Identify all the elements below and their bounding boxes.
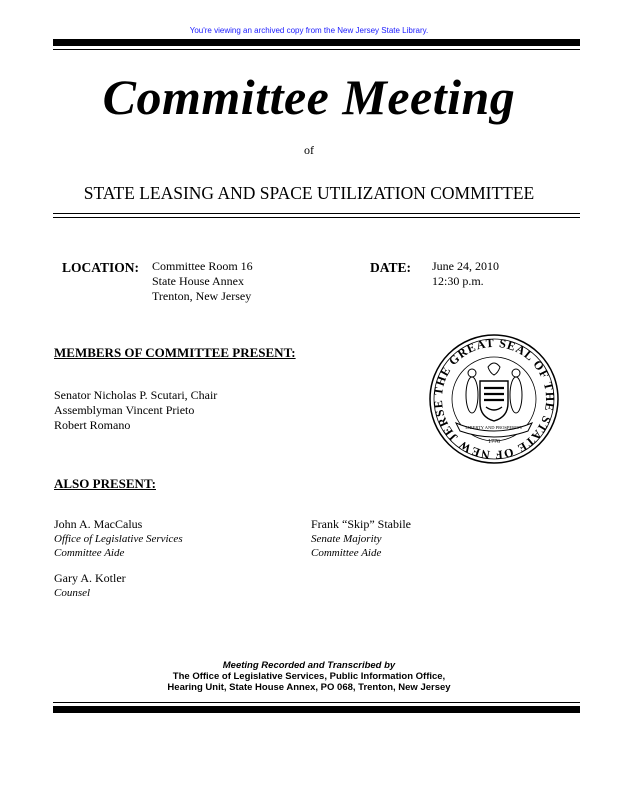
seal-text: THE GREAT SEAL OF THE STATE OF NEW JERSE [430, 335, 558, 463]
top-rule-thin [53, 49, 580, 50]
person-title: Committee Aide [311, 547, 382, 559]
date-value [432, 259, 499, 289]
also-present-person [311, 517, 411, 560]
members-list [54, 388, 217, 433]
person-title: Senate Majority [311, 533, 382, 545]
location-value [152, 259, 253, 304]
member-name: Assemblyman Vincent Prieto [54, 403, 195, 417]
person-title: Counsel [54, 587, 91, 599]
person-title: Committee Aide [54, 547, 125, 559]
date-line: June 24, 2010 [432, 259, 499, 273]
seal-motto: LIBERTY AND PROSPERITY [465, 425, 523, 430]
title-of: of [304, 143, 314, 157]
footer-line: Meeting Recorded and Transcribed by [222, 660, 396, 671]
person-name: John A. MacCalus [54, 517, 143, 531]
committee-rule-2 [53, 217, 580, 218]
page-title: Committee Meeting [102, 69, 516, 125]
location-line: Trenton, New Jersey [152, 289, 252, 303]
committee-name: STATE LEASING AND SPACE UTILIZATION COMMITTEE [83, 183, 535, 203]
committee-rule-1 [53, 213, 580, 214]
footer-line: The Office of Legislative Services, Public Information Office, [172, 671, 446, 682]
seal-year: 1776 [488, 439, 500, 445]
member-name: Robert Romano [54, 418, 131, 432]
date-label: DATE: [370, 260, 412, 275]
transcription-credit [0, 660, 618, 693]
also-present-person [54, 571, 126, 600]
bottom-rule-thin [53, 702, 580, 703]
person-title: Office of Legislative Services [54, 533, 183, 545]
members-heading: MEMBERS OF COMMITTEE PRESENT: [54, 345, 296, 360]
footer-line: Hearing Unit, State House Annex, PO 068, Trenton, New Jersey [167, 682, 451, 693]
location-label: LOCATION: [62, 260, 140, 275]
member-name: Senator Nicholas P. Scutari, Chair [54, 388, 218, 402]
person-name: Frank “Skip” Stabile [311, 517, 411, 531]
great-seal-icon [428, 333, 560, 465]
location-line: Committee Room 16 [152, 259, 253, 273]
bottom-rule-thick [53, 706, 580, 713]
top-rule-thick [53, 39, 580, 46]
person-name: Gary A. Kotler [54, 571, 126, 585]
also-present-person [54, 517, 183, 560]
archive-banner: You're viewing an archived copy from the New Jersey State Library. [189, 26, 429, 35]
location-line: State House Annex [152, 274, 244, 288]
also-present-heading: ALSO PRESENT: [54, 476, 156, 491]
date-line: 12:30 p.m. [432, 274, 484, 288]
